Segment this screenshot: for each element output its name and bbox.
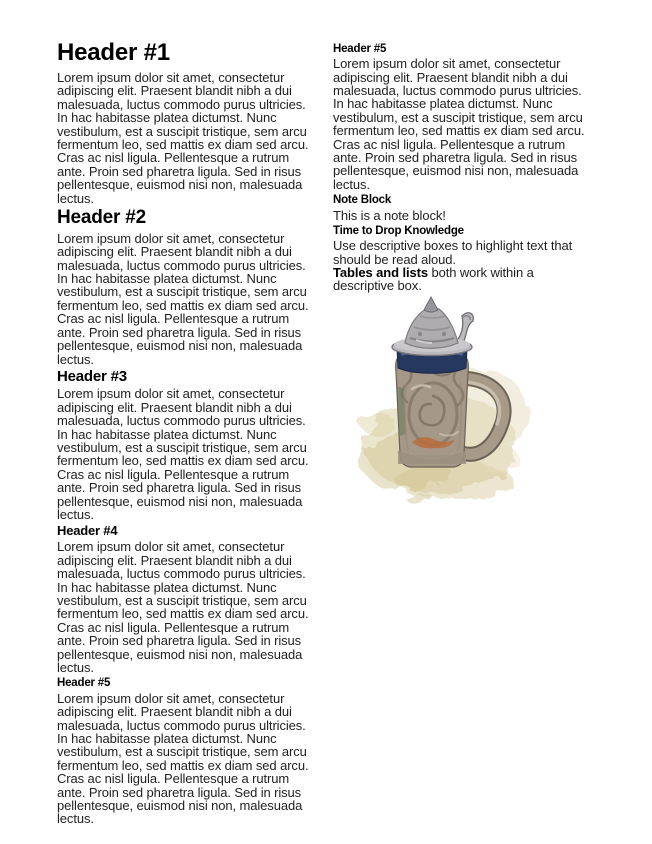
- note-block-label: Note Block: [333, 194, 392, 207]
- section-paragraph-4: Lorem ipsum dolor sit amet, consectetur adipiscing elit. Praesent blandit nibh a dui malesuada, luctus commodo purus ultricies. In hac habitasse platea dictumst. Nunc vestibulum, est a suscipit tristique, sem arcu fermentum leo, sed mattis ex diam sed arcu. Cras ac nisl ligula. Pellentesque a rutrum ante. Proin sed pharetra ligula. Sed in risus pellentesque, euismod nisi non, malesuada lectus.: [57, 539, 309, 676]
- section-paragraph-5b: Lorem ipsum dolor sit amet, consectetur adipiscing elit. Praesent blandit nibh a dui malesuada, luctus commodo purus ultricies. In hac habitasse platea dictumst. Nunc vestibulum, est a suscipit tristique, sem arcu fermentum leo, sed mattis ex diam sed arcu. Cras ac nisl ligula. Pellentesque a rutrum ante. Proin sed pharetra ligula. Sed in risus pellentesque, euismod nisi non, malesuada lectus.: [333, 56, 585, 192]
- lid-finial: [424, 297, 438, 312]
- stein-lid: [392, 297, 472, 356]
- tables-note-bold: Tables and lists: [333, 264, 428, 280]
- section-paragraph-1: Lorem ipsum dolor sit amet, consectetur adipiscing elit. Praesent blandit nibh a dui malesuada, luctus commodo purus ultricies. In hac habitasse platea dictumst. Nunc vestibulum, est a suscipit tristique, sem arcu fermentum leo, sed mattis ex diam sed arcu. Cras ac nisl ligula. Pellentesque a rutrum ante. Proin sed pharetra ligula. Sed in risus pellentesque, euismod nisi non, malesuada lectus.: [57, 69, 309, 206]
- left-column: [57, 40, 311, 826]
- section-paragraph-5: Lorem ipsum dolor sit amet, consectetur adipiscing elit. Praesent blandit nibh a dui malesuada, luctus commodo purus ultricies. In hac habitasse platea dictumst. Nunc vestibulum, est a suscipit tristique, sem arcu fermentum leo, sed mattis ex diam sed arcu. Cras ac nisl ligula. Pellentesque a rutrum ante. Proin sed pharetra ligula. Sed in risus pellentesque, euismod nisi non, malesuada lectus.: [57, 690, 309, 827]
- section-heading-3: Header #3: [57, 367, 127, 385]
- section-paragraph-2: Lorem ipsum dolor sit amet, consectetur adipiscing elit. Praesent blandit nibh a dui malesuada, luctus commodo purus ultricies. In hac habitasse platea dictumst. Nunc vestibulum, est a suscipit tristique, sem arcu fermentum leo, sed mattis ex diam sed arcu. Cras ac nisl ligula. Pellentesque a rutrum ante. Proin sed pharetra ligula. Sed in risus pellentesque, euismod nisi non, malesuada lectus.: [57, 230, 309, 367]
- beer-stein-illustration: [350, 294, 532, 508]
- section-heading-4: Header #4: [57, 523, 118, 539]
- section-paragraph-3: Lorem ipsum dolor sit amet, consectetur adipiscing elit. Praesent blandit nibh a dui malesuada, luctus commodo purus ultricies. In hac habitasse platea dictumst. Nunc vestibulum, est a suscipit tristique, sem arcu fermentum leo, sed mattis ex diam sed arcu. Cras ac nisl ligula. Pellentesque a rutrum ante. Proin sed pharetra ligula. Sed in risus pellentesque, euismod nisi non, malesuada lectus.: [57, 386, 309, 523]
- section-heading-5: Header #5: [57, 677, 111, 690]
- note-block-text: This is a note block!: [333, 207, 446, 223]
- tables-note-rest: both work within a descriptive box.: [333, 264, 534, 294]
- knowledge-label: Time to Drop Knowledge: [333, 224, 464, 237]
- beer-stein-figure: [350, 294, 532, 508]
- section-heading-2: Header #2: [57, 206, 147, 228]
- knowledge-text: Use descriptive boxes to highlight text that should be read aloud.: [333, 238, 573, 267]
- section-heading-1: Header #1: [57, 39, 170, 66]
- section-heading-5b: Header #5: [333, 43, 387, 55]
- right-column: [333, 40, 591, 293]
- tables-note: [333, 266, 591, 293]
